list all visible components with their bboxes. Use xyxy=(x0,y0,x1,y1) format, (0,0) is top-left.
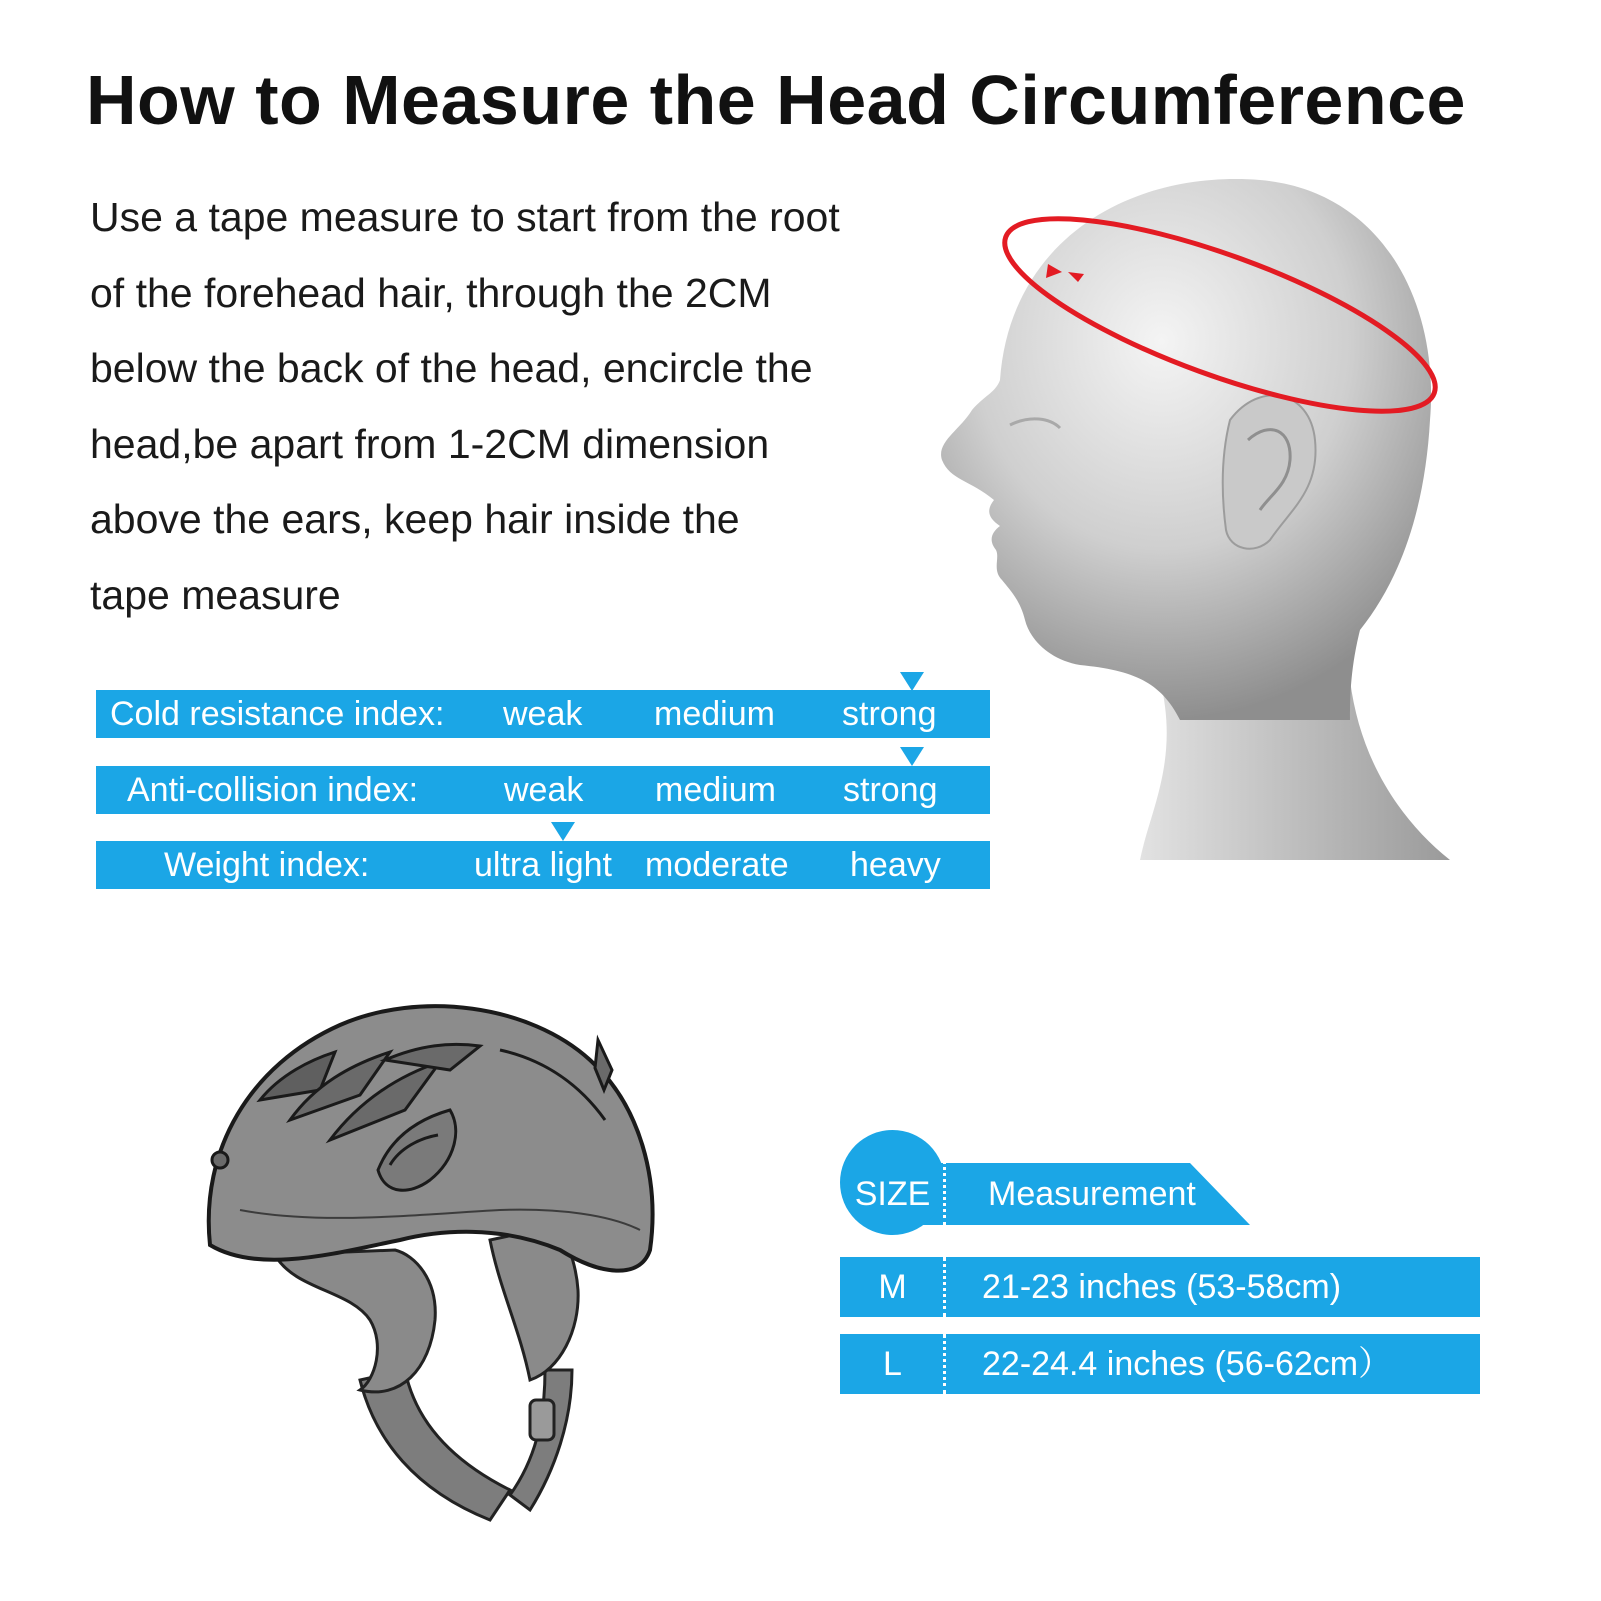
index-label: Cold resistance index: xyxy=(110,695,445,733)
size-cell: L xyxy=(883,1345,902,1383)
helmet-illustration xyxy=(200,990,700,1550)
table-row xyxy=(840,1257,1480,1317)
index-level: ultra light xyxy=(474,846,612,884)
selected-level-marker xyxy=(900,747,924,766)
size-cell: M xyxy=(878,1268,907,1306)
size-chart xyxy=(840,1130,1480,1400)
index-label: Anti-collision index: xyxy=(127,771,419,809)
instruction-line: of the forehead hair, through the 2CM xyxy=(90,269,772,316)
index-level: moderate xyxy=(645,846,789,884)
index-level: weak xyxy=(503,695,583,733)
page-title: How to Measure the Head Circumference xyxy=(86,61,1466,139)
instruction-line: head,be apart from 1-2CM dimension xyxy=(90,420,770,467)
column-divider xyxy=(943,1130,946,1225)
column-divider xyxy=(943,1334,946,1394)
instruction-line: Use a tape measure to start from the root xyxy=(90,194,840,240)
selected-level-marker xyxy=(551,822,575,841)
index-level: strong xyxy=(843,771,938,809)
instruction-line: tape measure xyxy=(90,571,341,618)
measurement-cell: 21-23 inches (53-58cm) xyxy=(982,1268,1342,1306)
index-level: strong xyxy=(842,695,937,733)
measurement-cell: 22-24.4 inches (56-62cm） xyxy=(982,1345,1393,1383)
measurement-instructions xyxy=(90,180,930,633)
index-level: medium xyxy=(654,695,775,733)
column-divider xyxy=(943,1257,946,1317)
instruction-line: below the back of the head, encircle the xyxy=(90,345,813,391)
index-label: Weight index: xyxy=(164,846,370,884)
table-row xyxy=(840,1334,1480,1394)
index-level: medium xyxy=(655,771,776,809)
index-level: weak xyxy=(504,771,584,809)
instruction-line: above the ears, keep hair inside the xyxy=(90,496,740,542)
head-profile-illustration xyxy=(930,160,1500,900)
anti-collision-index-bar xyxy=(96,766,990,814)
measurement-column-header: Measurement xyxy=(988,1175,1196,1213)
cold-resistance-index-bar xyxy=(96,690,990,738)
weight-index-bar xyxy=(96,841,990,889)
size-column-header: SIZE xyxy=(854,1175,931,1213)
selected-level-marker xyxy=(900,672,924,691)
index-level: heavy xyxy=(850,846,941,884)
